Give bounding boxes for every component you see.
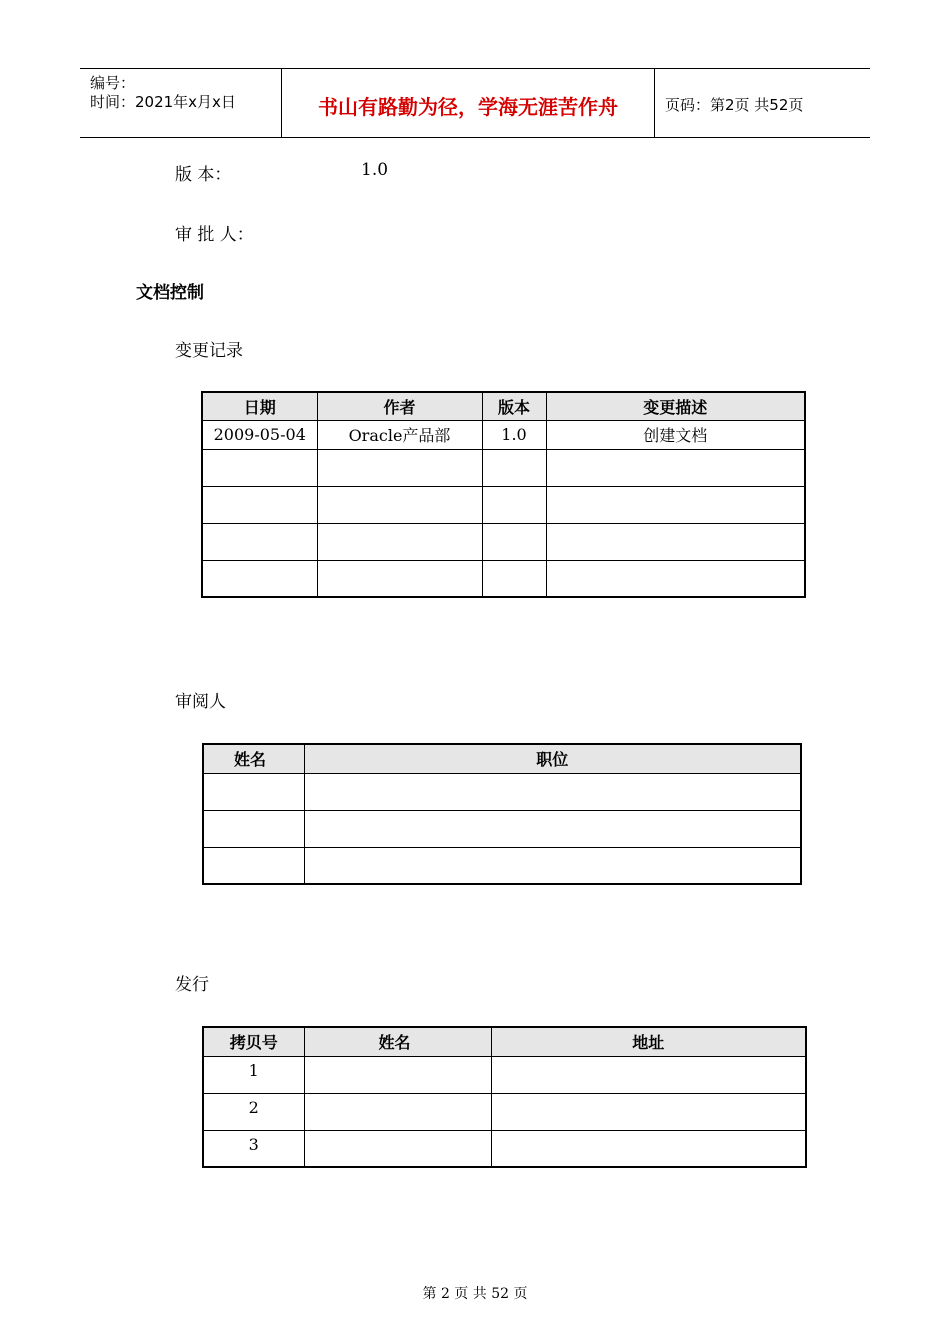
document-number-label: 编号： [90,74,136,92]
column-header-version: 版本 [482,392,546,420]
table-cell [304,1093,491,1130]
table-header-row [202,392,805,420]
column-header-description: 变更描述 [546,392,805,420]
table-row [202,420,805,449]
table-cell [203,810,304,847]
table-cell: 2009-05-04 [202,420,317,449]
header-info-cell [80,69,282,137]
change-log-table [201,391,806,598]
table-cell [546,523,805,560]
table-cell [202,523,317,560]
reviewers-table [202,743,802,885]
doc-control-title: 文档控制 [136,283,204,303]
column-header-name: 姓名 [203,744,304,773]
distribution-title: 发行 [175,975,209,995]
table-cell: Oracle产品部 [317,420,482,449]
table-cell: 创建文档 [546,420,805,449]
table-cell: 2 [203,1093,304,1130]
table-cell: 1.0 [482,420,546,449]
column-header-name: 姓名 [304,1027,491,1056]
document-time-label: 时间：2021年x月x日 [90,93,236,111]
table-row [202,486,805,523]
column-header-date: 日期 [202,392,317,420]
table-cell [317,523,482,560]
table-cell [482,486,546,523]
table-row [203,1093,806,1130]
reviewers-title: 审阅人 [175,692,226,712]
column-header-address: 地址 [491,1027,806,1056]
table-row [202,449,805,486]
table-row [202,560,805,597]
table-cell [546,449,805,486]
table-cell [304,847,801,884]
table-row [203,810,801,847]
header-page-cell [655,69,870,137]
column-header-copy-number: 拷贝号 [203,1027,304,1056]
table-cell [482,523,546,560]
table-header-row [203,744,801,773]
table-cell [203,773,304,810]
column-header-position: 职位 [304,744,801,773]
table-row [203,773,801,810]
version-label: 版 本： [175,165,232,185]
table-row [202,523,805,560]
table-cell [304,1056,491,1093]
table-cell [202,560,317,597]
table-cell [546,560,805,597]
table-cell [546,486,805,523]
table-cell [317,486,482,523]
column-header-author: 作者 [317,392,482,420]
table-cell [482,560,546,597]
table-header-row [203,1027,806,1056]
table-cell [482,449,546,486]
version-value: 1.0 [361,160,389,180]
header-page-number: 页码：第2页 共52页 [665,96,804,114]
approver-label: 审 批 人： [175,225,254,245]
page-footer: 第 2 页 共 52 页 [422,1286,528,1302]
table-row [203,1056,806,1093]
table-cell [202,449,317,486]
header-motto-cell [282,69,655,137]
table-cell [491,1093,806,1130]
table-cell [491,1056,806,1093]
table-cell [317,449,482,486]
table-cell: 1 [203,1056,304,1093]
table-row [203,847,801,884]
table-cell [304,1130,491,1167]
page-header [80,68,870,138]
change-log-title: 变更记录 [175,341,243,361]
table-cell [304,773,801,810]
table-cell [202,486,317,523]
table-cell [317,560,482,597]
table-cell: 3 [203,1130,304,1167]
header-motto: 书山有路勤为径，学海无涯苦作舟 [318,95,618,119]
distribution-table [202,1026,807,1168]
table-cell [491,1130,806,1167]
table-cell [203,847,304,884]
table-row [203,1130,806,1167]
table-cell [304,810,801,847]
